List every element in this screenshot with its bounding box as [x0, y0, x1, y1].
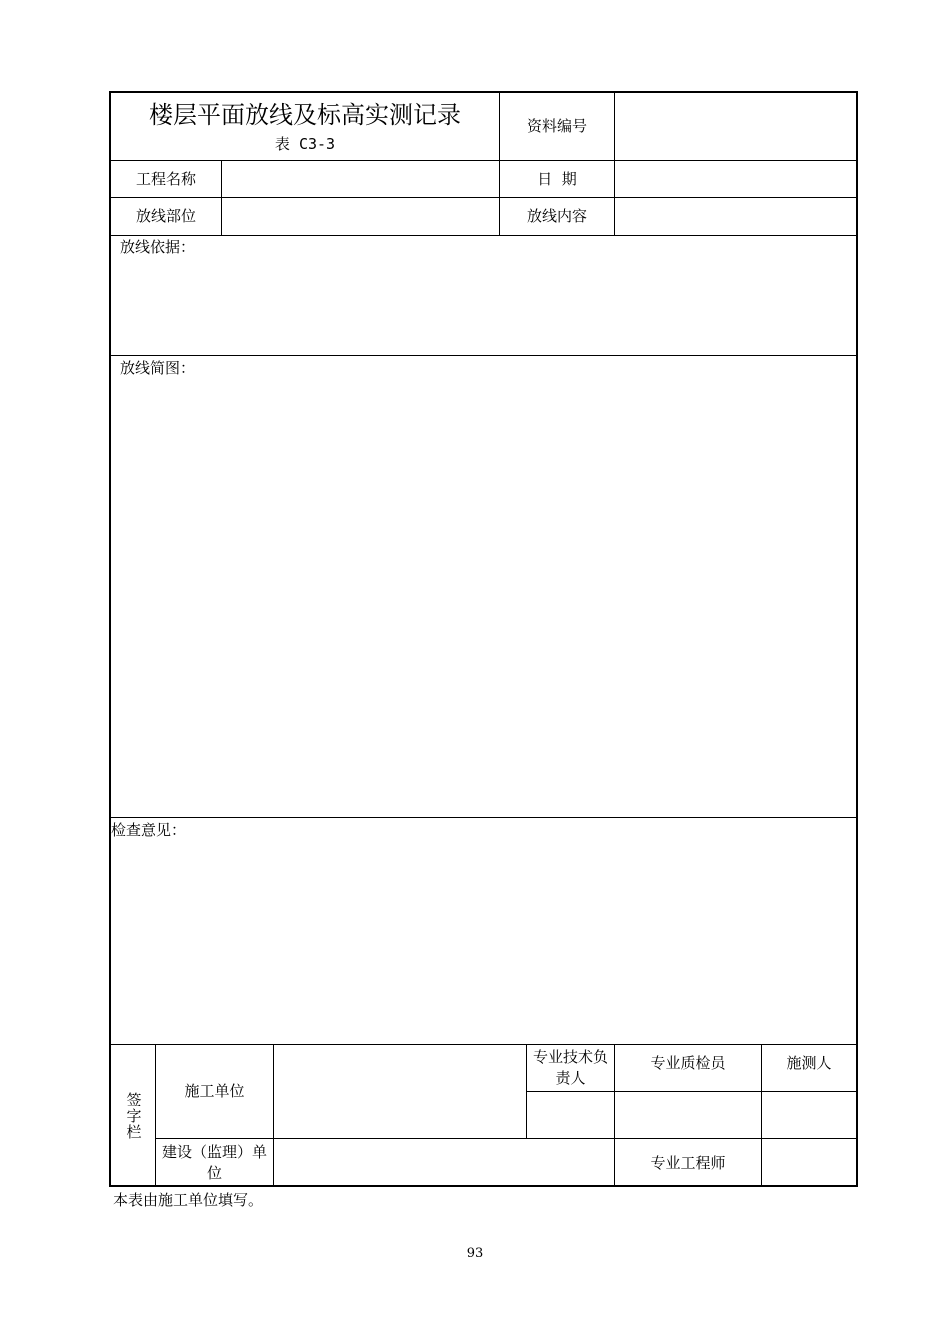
inspection-label: 检查意见： — [111, 821, 187, 839]
row-divider — [111, 817, 856, 818]
quality-inspector-signature[interactable] — [615, 1092, 761, 1138]
signature-label: 签字栏 — [124, 1092, 143, 1140]
sketch-label: 放线简图： — [120, 359, 196, 377]
supervisor-unit-field[interactable] — [274, 1139, 614, 1187]
form-code: 表 C3-3 — [274, 135, 336, 153]
date-label: 日 期 — [537, 169, 577, 188]
date-field[interactable] — [615, 161, 856, 197]
footer-note: 本表由施工单位填写。 — [113, 1191, 264, 1209]
doc-number-label: 资料编号 — [526, 117, 587, 135]
row-divider — [111, 355, 856, 356]
construction-unit-label: 施工单位 — [184, 1082, 245, 1100]
surveyor-label: 施测人 — [786, 1053, 832, 1072]
quality-inspector-label: 专业质检员 — [650, 1053, 726, 1072]
construction-unit-field[interactable] — [274, 1045, 526, 1138]
professional-engineer-label: 专业工程师 — [650, 1153, 726, 1172]
layout-content-field[interactable] — [615, 198, 856, 235]
project-name-field[interactable] — [222, 161, 499, 197]
row-divider — [111, 235, 856, 236]
layout-record-form — [109, 91, 858, 1187]
surveyor-signature[interactable] — [762, 1092, 856, 1138]
layout-content-label: 放线内容 — [526, 207, 587, 225]
layout-position-label: 放线部位 — [135, 207, 196, 225]
project-name-label: 工程名称 — [135, 169, 196, 188]
supervisor-unit-label: 建设（监理）单位 — [161, 1143, 267, 1182]
tech-lead-label: 专业技术负责人 — [533, 1048, 609, 1087]
tech-lead-signature[interactable] — [527, 1092, 614, 1138]
page-number: 93 — [466, 1246, 484, 1261]
signature-column-label — [111, 1045, 155, 1187]
form-title: 楼层平面放线及标高实测记录 — [149, 101, 461, 129]
sketch-area[interactable] — [111, 380, 856, 817]
basis-label: 放线依据： — [120, 238, 196, 256]
doc-number-field[interactable] — [615, 93, 856, 160]
professional-engineer-signature[interactable] — [762, 1139, 856, 1187]
layout-position-field[interactable] — [222, 198, 499, 235]
inspection-field[interactable] — [111, 842, 856, 1044]
basis-field[interactable] — [111, 259, 856, 355]
